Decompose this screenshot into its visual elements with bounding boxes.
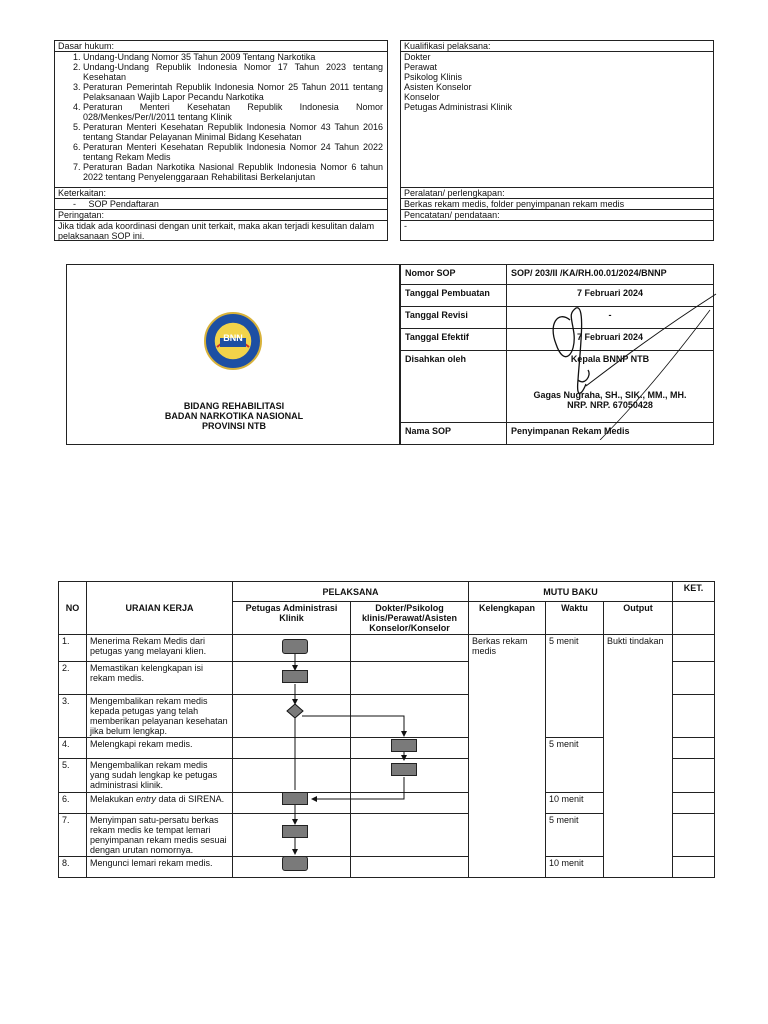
col-time: Waktu [546, 602, 604, 635]
col-exec-clinical: Dokter/Psikolog klinis/Perawat/Asisten Konselor/Konselor [351, 602, 469, 635]
signer-name: Gagas Nugraha, SH., SIK., MM., MH. [533, 390, 687, 400]
record-text: - [404, 221, 407, 231]
row-time: 10 menit [546, 857, 604, 878]
legal-item: 7. Peraturan Badan Narkotika Nasional Republik Indonesia Nomor 6 tahun 2022 tentang Penyelenggaraan Rehabilitasi Berkelanjutan [83, 162, 387, 182]
row-task: Memastikan kelengkapan isi rekam medis. [87, 662, 233, 695]
row-no: 7. [59, 814, 87, 857]
flow-end-terminal [282, 856, 308, 871]
row-task-pre: Melakukan [90, 794, 137, 804]
meta-label: Nama SOP [401, 423, 507, 445]
meta-value-created: 7 Februari 2024 [507, 285, 714, 307]
qualification-item: Perawat [404, 62, 438, 72]
related-item-text: SOP Pendaftaran [88, 199, 159, 209]
col-executor: PELAKSANA [233, 582, 469, 602]
row-task-em: entry [136, 794, 157, 804]
col-complete: Kelengkapan [469, 602, 546, 635]
col-no: NO [59, 582, 87, 635]
flow-process-6 [282, 792, 308, 805]
org-name [67, 401, 401, 431]
legal-item: 4. Peraturan Menteri Kesehatan Republik Indonesia Nomor 028/Menkes/Per/I/2011 tentang Klinik [83, 102, 387, 122]
meta-label: Tanggal Revisi [401, 307, 507, 329]
flow-process-7 [282, 825, 308, 838]
legal-item: 2. Undang-Undang Republik Indonesia Nomor 17 Tahun 2023 tentang Kesehatan [83, 62, 387, 82]
flowchart-connectors [0, 630, 768, 930]
row-task: Mengunci lemari rekam medis. [87, 857, 233, 878]
qualification-item: Asisten Konselor [404, 82, 472, 92]
col-output: Output [604, 602, 673, 635]
row-time: 10 menit [546, 793, 604, 814]
row-task-post: data di SIRENA. [156, 794, 225, 804]
qualification-item: Psikolog Klinis [404, 72, 463, 82]
bnn-logo-text: BNN [223, 333, 243, 343]
row-task: Mengembalikan rekam medis kepada petugas yang telah memberikan pelayanan kesehatan jika belum lengkap. [87, 695, 233, 738]
legal-item: 5. Peraturan Menteri Kesehatan Republik Indonesia Nomor 43 Tahun 2016 tentang Standar Pelayanan Minimal Bidang Kesehatan [83, 122, 387, 142]
flow-process-4 [391, 739, 417, 752]
row-no: 3. [59, 695, 87, 738]
meta-label: Tanggal Efektif [401, 329, 507, 351]
flow-process-2 [282, 670, 308, 683]
row-time: 5 menit [546, 635, 604, 662]
sop-header-left [66, 264, 400, 445]
warning-text: Jika tidak ada koordinasi dengan unit terkait, maka akan terjadi kesulitan dalam pelaksanaan SOP ini. [58, 221, 375, 241]
row-no: 1. [59, 635, 87, 662]
row-task: Melengkapi rekam medis. [87, 738, 233, 759]
col-quality: MUTU BAKU [469, 582, 673, 602]
qualification-title: Kualifikasi pelaksana: [401, 41, 713, 52]
qualification-item: Dokter [404, 52, 431, 62]
record-title: Pencatatan/ pendataan: [401, 210, 713, 221]
related-title: Keterkaitan: [55, 187, 387, 199]
row-time: 5 menit [546, 738, 604, 759]
meta-value-sop-number: SOP/ 203/II /KA/RH.00.01/2024/BNNP [507, 265, 714, 285]
approver-title: Kepala BNNP NTB [570, 354, 650, 364]
qualification-box [400, 40, 714, 241]
row-time: 5 menit [546, 814, 604, 857]
legal-basis-list [55, 52, 387, 187]
flow-start-terminal [282, 639, 308, 654]
legal-item: 3. Peraturan Pemerintah Republik Indonesia Nomor 25 Tahun 2011 tentang Pelaksanaan Wajib Lapor Pecandu Narkotika [83, 82, 387, 102]
col-task: URAIAN KERJA [87, 582, 233, 635]
col-note: KET. [673, 582, 715, 602]
qualification-item: Konselor [404, 92, 440, 102]
meta-label: Nomor SOP [401, 265, 507, 285]
row-no: 4. [59, 738, 87, 759]
equipment-text: Berkas rekam medis, folder penyimpanan rekam medis [401, 199, 713, 210]
meta-label: Disahkan oleh [401, 351, 507, 423]
legal-item: 1. Undang-Undang Nomor 35 Tahun 2009 Tentang Narkotika [83, 52, 387, 62]
row-no: 8. [59, 857, 87, 878]
row-task: Mengembalikan rekam medis yang sudah lengkap ke petugas administrasi klinik. [87, 759, 233, 793]
col-exec-admin: Petugas Administrasi Klinik [233, 602, 351, 635]
row-no: 2. [59, 662, 87, 695]
signature-scribble [540, 290, 740, 440]
qualification-item: Petugas Administrasi Klinik [404, 102, 513, 112]
signer-nrp: NRP. NRP. 67050428 [567, 400, 653, 410]
row-no: 6. [59, 793, 87, 814]
related-item: - SOP Pendaftaran [55, 199, 387, 210]
equipment-title: Peralatan/ perlengkapan: [401, 187, 713, 199]
row-task: Menerima Rekam Medis dari petugas yang melayani klien. [87, 635, 233, 662]
row-output: Bukti tindakan [604, 635, 673, 878]
meta-value-effective: 7 Februari 2024 [507, 329, 714, 351]
org-line-2: BADAN NARKOTIKA NASIONAL [164, 411, 304, 421]
row-complete: Berkas rekam medis [469, 635, 546, 878]
row-no: 5. [59, 759, 87, 793]
decision-diamond [287, 704, 303, 718]
flow-process-5 [391, 763, 417, 776]
meta-value-sop-name: Penyimpanan Rekam Medis [507, 423, 714, 445]
meta-value-revision: - [507, 307, 714, 329]
warning-title: Peringatan: [55, 210, 387, 221]
legal-basis-box [54, 40, 388, 241]
org-line-3: PROVINSI NTB [201, 421, 266, 431]
meta-label: Tanggal Pembuatan [401, 285, 507, 307]
qualification-list [401, 52, 713, 187]
org-line-1: BIDANG REHABILITASI [183, 401, 285, 411]
legal-item: 6. Peraturan Menteri Kesehatan Republik Indonesia Nomor 24 Tahun 2022 tentang Rekam Medis [83, 142, 387, 162]
row-task: Menyimpan satu-persatu berkas rekam medis ke tempat lemari penyimpanan rekam medis sesuai dengan urutan nomornya. [87, 814, 233, 857]
legal-basis-title: Dasar hukum: [55, 41, 387, 52]
